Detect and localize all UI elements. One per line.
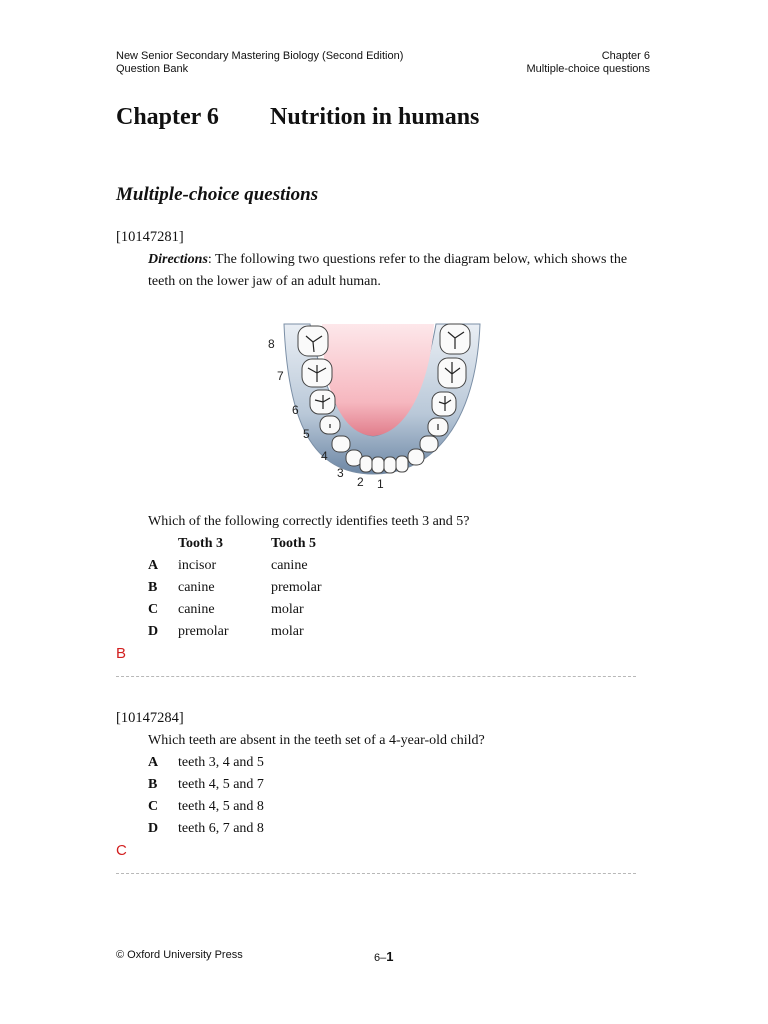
answer-1: B — [116, 645, 127, 662]
label-4: 4 — [321, 449, 328, 463]
options-column-headers — [148, 533, 322, 555]
tooth-4-left — [332, 436, 350, 452]
label-5: 5 — [303, 427, 310, 441]
tooth-1-right — [384, 457, 396, 473]
option-b: B teeth 4, 5 and 7 — [148, 777, 264, 792]
chapter-title: Nutrition in humans — [270, 104, 480, 130]
tooth-3-right — [408, 449, 424, 465]
option-a: A incisor canine — [148, 558, 308, 573]
running-header-left — [116, 50, 403, 76]
tooth-4-right — [420, 436, 438, 452]
question-1-options — [148, 533, 322, 643]
option-a: A teeth 3, 4 and 5 — [148, 755, 264, 770]
book-title: New Senior Secondary Mastering Biology (Second Edition) — [116, 50, 404, 62]
question-2-prompt: Which teeth are absent in the teeth set of a 4-year-old child? — [148, 733, 485, 748]
option-d: D teeth 6, 7 and 8 — [148, 821, 264, 836]
lower-jaw-teeth-diagram — [262, 322, 484, 492]
col-header-tooth-5: Tooth 5 — [271, 536, 317, 551]
directions-text: : The following two questions refer to the diagram below, which shows the teeth on the lower jaw of an adult human. — [148, 252, 628, 289]
answer-2: C — [116, 842, 127, 859]
tooth-2-left — [360, 456, 372, 472]
label-6: 6 — [292, 403, 299, 417]
question-2-options — [148, 752, 264, 840]
running-header-right — [526, 50, 650, 76]
label-1: 1 — [377, 477, 384, 491]
header-section: Multiple-choice questions — [526, 63, 650, 75]
section-title: Multiple-choice questions — [116, 184, 319, 205]
label-8: 8 — [268, 337, 275, 351]
chapter-number: Chapter 6 — [116, 104, 219, 130]
chapter-heading — [116, 104, 479, 131]
option-c: C teeth 4, 5 and 8 — [148, 799, 264, 814]
divider — [116, 676, 636, 677]
footer-publisher: © Oxford University Press — [116, 949, 243, 961]
label-7: 7 — [277, 369, 284, 383]
option-c: C canine molar — [148, 602, 304, 617]
page-number: 6–1 — [374, 949, 394, 964]
question-bank-label: Question Bank — [116, 63, 189, 75]
tooth-1-left — [372, 457, 384, 473]
tooth-2-right — [396, 456, 408, 472]
label-2: 2 — [357, 475, 364, 489]
question-1-prompt: Which of the following correctly identifies teeth 3 and 5? — [148, 514, 470, 529]
divider — [116, 873, 636, 874]
option-d: D premolar molar — [148, 624, 304, 639]
col-header-tooth-3: Tooth 3 — [178, 536, 224, 551]
directions-paragraph — [148, 249, 648, 293]
header-chapter: Chapter 6 — [601, 50, 650, 62]
option-b: B canine premolar — [148, 580, 322, 595]
label-3: 3 — [337, 466, 344, 480]
directions-label: Directions — [148, 252, 208, 267]
question-id-1: [10147281] — [116, 229, 184, 245]
question-id-2: [10147284] — [116, 710, 184, 726]
tooth-8-left — [298, 326, 328, 356]
